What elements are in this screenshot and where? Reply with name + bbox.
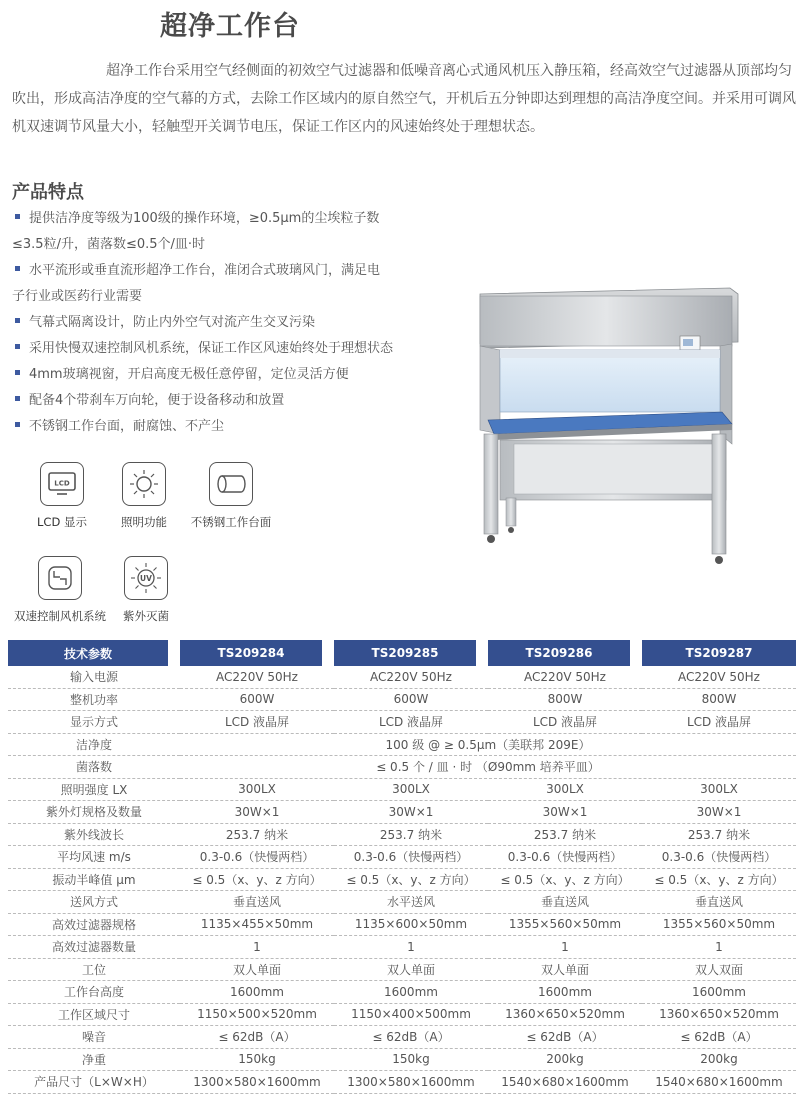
cell-value: 1600mm	[180, 981, 334, 1004]
feature-text: 气幕式隔离设计，防止内外空气对流产生交叉污染	[29, 315, 316, 330]
cell-value: 1540×680×1600mm	[488, 1071, 642, 1094]
cell-value: ≤ 62dB（A）	[488, 1026, 642, 1049]
feature-label-light: 照明功能	[121, 515, 167, 529]
cell-value: 1355×560×50mm	[488, 914, 642, 937]
row-label: 显示方式	[8, 711, 180, 734]
row-label: 工位	[8, 959, 180, 982]
feature-item	[12, 206, 394, 232]
table-row	[8, 1049, 796, 1072]
features-list	[12, 206, 394, 440]
cell-value: 1300×580×1600mm	[334, 1071, 488, 1094]
clean-bench-image	[470, 284, 750, 574]
table-row	[8, 824, 796, 847]
feature-item	[12, 232, 394, 258]
table-row	[8, 711, 796, 734]
row-label: 紫外线波长	[8, 824, 180, 847]
cell-value: AC220V 50Hz	[334, 666, 488, 689]
cell-value: 1600mm	[642, 981, 796, 1004]
header-param: 技术参数	[8, 640, 180, 666]
feature-item	[12, 388, 394, 414]
feature-item	[12, 414, 394, 440]
cell-value: 双人单面	[180, 959, 334, 982]
cell-value: 300LX	[642, 779, 796, 802]
cell-value: 0.3-0.6（快慢两档）	[642, 846, 796, 869]
table-row	[8, 936, 796, 959]
cell-value: ≤ 0.5 个 / 皿 · 时 （Ø90mm 培养平皿）	[180, 756, 796, 779]
bullet-icon	[15, 266, 20, 271]
cell-value: LCD 液晶屏	[180, 711, 334, 734]
cell-value: 双人单面	[334, 959, 488, 982]
row-label: 照明强度 LX	[8, 779, 180, 802]
bullet-icon	[15, 344, 20, 349]
feature-icon-uv	[116, 556, 176, 624]
cell-value: 1	[488, 936, 642, 959]
cell-value: 253.7 纳米	[488, 824, 642, 847]
cell-value: 600W	[180, 689, 334, 712]
feature-text: 4mm玻璃视窗，开启高度无极任意停留，定位灵活方便	[29, 367, 349, 382]
row-label: 噪音	[8, 1026, 180, 1049]
table-row	[8, 1026, 796, 1049]
bullet-icon	[15, 370, 20, 375]
table-row	[8, 869, 796, 892]
features-title: 产品特点	[12, 182, 84, 203]
cell-value: 1135×455×50mm	[180, 914, 334, 937]
row-label: 送风方式	[8, 891, 180, 914]
feature-label-lcd: LCD 显示	[37, 515, 87, 529]
feature-item	[12, 310, 394, 336]
feature-label-uv: 紫外灭菌	[123, 609, 169, 623]
cell-value: 100 级 @ ≥ 0.5μm（美联邦 209E）	[180, 734, 796, 757]
cell-value: 200kg	[488, 1049, 642, 1072]
feature-text: 不锈钢工作台面，耐腐蚀、不产尘	[29, 419, 225, 434]
cell-value: ≤ 0.5（x、y、z 方向）	[488, 869, 642, 892]
cell-value: 1360×650×520mm	[488, 1004, 642, 1027]
cell-value: ≤ 62dB（A）	[334, 1026, 488, 1049]
cell-value: 垂直送风	[180, 891, 334, 914]
feature-item	[12, 336, 394, 362]
bullet-icon	[15, 318, 20, 323]
row-label: 洁净度	[8, 734, 180, 757]
cell-value: 600W	[334, 689, 488, 712]
page-title: 超净工作台	[160, 11, 300, 42]
cell-value: 垂直送风	[642, 891, 796, 914]
feature-item	[12, 258, 394, 284]
cell-value: LCD 液晶屏	[642, 711, 796, 734]
header-model: TS209287	[642, 640, 796, 666]
cell-value: 300LX	[334, 779, 488, 802]
table-row	[8, 779, 796, 802]
row-label: 高效过滤器数量	[8, 936, 180, 959]
row-label: 平均风速 m/s	[8, 846, 180, 869]
cell-value: 300LX	[180, 779, 334, 802]
table-row	[8, 1004, 796, 1027]
feature-text: 采用快慢双速控制风机系统，保证工作区风速始终处于理想状态	[29, 341, 394, 356]
cell-value: 30W×1	[180, 801, 334, 824]
cell-value: 1355×560×50mm	[642, 914, 796, 937]
feature-label-fan: 双速控制风机系统	[14, 609, 106, 623]
row-label: 工作台高度	[8, 981, 180, 1004]
intro-paragraph: 超净工作台采用空气经侧面的初效空气过滤器和低噪音离心式通风机压入静压箱，经高效空气过滤器从顶部均匀吹出，形成高洁净度的空气幕的方式，去除工作区域内的原自然空气，开机后五分钟即达到理想的高洁净度空间。并采用可调风机双速调节风量大小，轻触型开关调节电压，保证工作区内的风速始终处于理想状态。	[12, 63, 796, 135]
header-model: TS209286	[488, 640, 642, 666]
cell-value: 1300×580×1600mm	[180, 1071, 334, 1094]
feature-text: 子行业或医药行业需要	[12, 289, 143, 304]
cell-value: AC220V 50Hz	[488, 666, 642, 689]
cell-value: ≤ 62dB（A）	[642, 1026, 796, 1049]
bullet-icon	[15, 214, 20, 219]
cell-value: AC220V 50Hz	[180, 666, 334, 689]
fan-control-icon	[38, 556, 82, 600]
table-row	[8, 914, 796, 937]
table-row	[8, 981, 796, 1004]
feature-text: ≤3.5粒/升，菌落数≤0.5个/皿·时	[12, 237, 206, 252]
cell-value: ≤ 0.5（x、y、z 方向）	[642, 869, 796, 892]
row-label: 输入电源	[8, 666, 180, 689]
cell-value: 0.3-0.6（快慢两档）	[334, 846, 488, 869]
feature-text: 水平流形或垂直流形超净工作台，准闭合式玻璃风门，满足电	[29, 263, 381, 278]
cell-value: 1	[642, 936, 796, 959]
uv-icon	[124, 556, 168, 600]
header-model: TS209285	[334, 640, 488, 666]
cell-value: 0.3-0.6（快慢两档）	[180, 846, 334, 869]
cell-value: 30W×1	[334, 801, 488, 824]
cell-value: 800W	[488, 689, 642, 712]
cell-value: 1	[334, 936, 488, 959]
cell-value: LCD 液晶屏	[488, 711, 642, 734]
spec-table-body	[8, 666, 796, 1094]
cell-value: 1600mm	[334, 981, 488, 1004]
feature-icon-fan	[10, 556, 110, 624]
row-label: 高效过滤器规格	[8, 914, 180, 937]
table-row	[8, 1071, 796, 1094]
cell-value: 水平送风	[334, 891, 488, 914]
steel-surface-icon	[209, 462, 253, 506]
table-row	[8, 666, 796, 689]
cell-value: 30W×1	[488, 801, 642, 824]
cell-value: ≤ 0.5（x、y、z 方向）	[334, 869, 488, 892]
feature-icon-light	[112, 462, 176, 530]
feature-label-steel: 不锈钢工作台面	[190, 515, 272, 529]
table-row	[8, 891, 796, 914]
cell-value: 1150×400×500mm	[334, 1004, 488, 1027]
row-label: 整机功率	[8, 689, 180, 712]
cell-value: 1600mm	[488, 981, 642, 1004]
cell-value: 1	[180, 936, 334, 959]
feature-item	[12, 362, 394, 388]
feature-text: 配备4个带刹车万向轮，便于设备移动和放置	[29, 393, 285, 408]
cell-value: 253.7 纳米	[334, 824, 488, 847]
table-row	[8, 756, 796, 779]
cell-value: 双人单面	[488, 959, 642, 982]
cell-value: 0.3-0.6（快慢两档）	[488, 846, 642, 869]
row-label: 产品尺寸（L×W×H）	[8, 1071, 180, 1094]
table-row	[8, 846, 796, 869]
row-label: 工作区域尺寸	[8, 1004, 180, 1027]
cell-value: 253.7 纳米	[180, 824, 334, 847]
spec-table	[8, 640, 796, 1094]
cell-value: 300LX	[488, 779, 642, 802]
table-row	[8, 734, 796, 757]
bullet-icon	[15, 396, 20, 401]
lcd-icon	[40, 462, 84, 506]
cell-value: 双人双面	[642, 959, 796, 982]
cell-value: 1135×600×50mm	[334, 914, 488, 937]
table-row	[8, 801, 796, 824]
row-label: 净重	[8, 1049, 180, 1072]
feature-text: 提供洁净度等级为100级的操作环境，≥0.5μm的尘埃粒子数	[29, 211, 380, 226]
cell-value: ≤ 0.5（x、y、z 方向）	[180, 869, 334, 892]
cell-value: ≤ 62dB（A）	[180, 1026, 334, 1049]
spec-table-header	[8, 640, 796, 666]
cell-value: 800W	[642, 689, 796, 712]
table-row	[8, 959, 796, 982]
cell-value: 30W×1	[642, 801, 796, 824]
row-label: 紫外灯规格及数量	[8, 801, 180, 824]
cell-value: 200kg	[642, 1049, 796, 1072]
cell-value: 253.7 纳米	[642, 824, 796, 847]
cell-value: 150kg	[180, 1049, 334, 1072]
light-icon	[122, 462, 166, 506]
cell-value: 垂直送风	[488, 891, 642, 914]
feature-icon-lcd	[30, 462, 94, 530]
cell-value: 150kg	[334, 1049, 488, 1072]
cell-value: AC220V 50Hz	[642, 666, 796, 689]
cell-value: 1540×680×1600mm	[642, 1071, 796, 1094]
table-row	[8, 689, 796, 712]
header-model: TS209284	[180, 640, 334, 666]
cell-value: 1150×500×520mm	[180, 1004, 334, 1027]
row-label: 菌落数	[8, 756, 180, 779]
svg-text:LCD: LCD	[54, 479, 70, 488]
cell-value: 1360×650×520mm	[642, 1004, 796, 1027]
cell-value: LCD 液晶屏	[334, 711, 488, 734]
svg-text:UV: UV	[140, 574, 152, 583]
row-label: 振动半峰值 μm	[8, 869, 180, 892]
bullet-icon	[15, 422, 20, 427]
feature-item	[12, 284, 394, 310]
feature-icon-steel	[188, 462, 274, 530]
